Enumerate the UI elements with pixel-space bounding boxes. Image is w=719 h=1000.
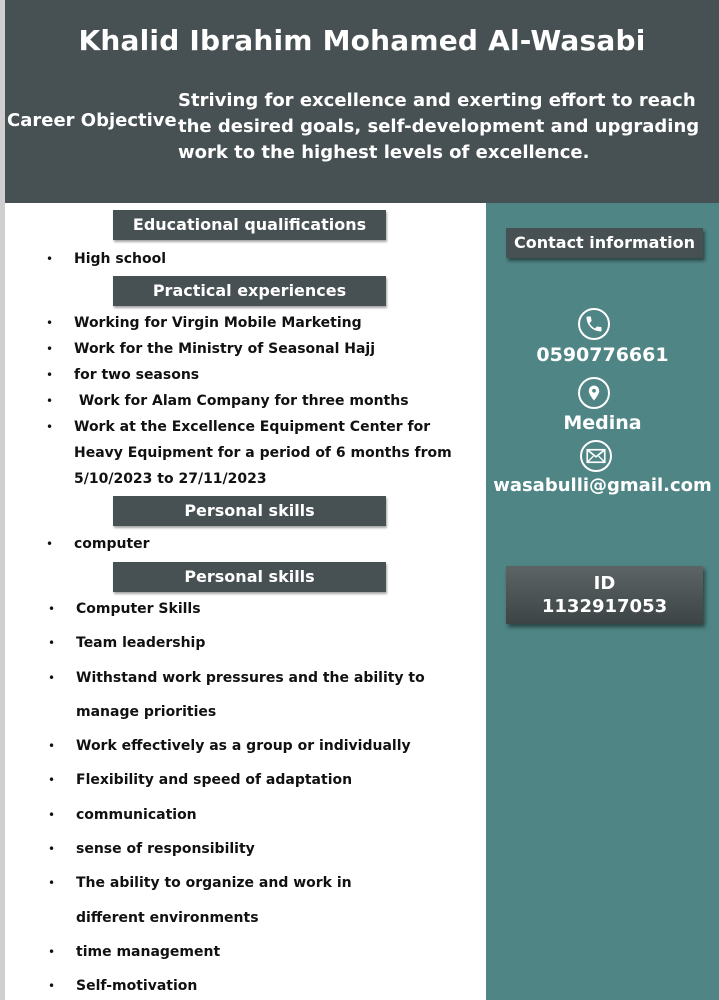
- bullet: •: [46, 420, 54, 434]
- education-section-title: Educational qualifications: [113, 210, 386, 240]
- list-item: • time management: [48, 935, 478, 969]
- list-item: • computer: [46, 531, 476, 557]
- list-item: • Working for Virgin Mobile Marketing: [46, 310, 476, 336]
- bullet: •: [48, 602, 56, 616]
- phone-icon: [578, 308, 610, 340]
- city: Medina: [563, 412, 642, 434]
- list-item: • Withstand work pressures and the ability to manage priorities: [48, 661, 478, 730]
- bullet: •: [48, 979, 56, 994]
- envelope-icon: [580, 440, 612, 472]
- personal-skills-list-2: [48, 592, 478, 1000]
- candidate-name: Khalid Ibrahim Mohamed Al-Wasabi: [78, 24, 646, 57]
- bullet: •: [46, 368, 54, 382]
- bullet: •: [48, 739, 56, 754]
- personal-skills-title-2: Personal skills: [113, 562, 386, 592]
- experience-section-title: Practical experiences: [113, 276, 386, 306]
- list-item: • Work at the Excellence Equipment Center for Heavy Equipment for a period of 6 months from 5/10/2023 to 27/11/2023: [46, 414, 476, 492]
- bullet: •: [48, 636, 56, 651]
- career-objective-label: Career Objective: [7, 110, 177, 131]
- list-item: • Work for Alam Company for three months: [46, 388, 476, 414]
- list-item: • Flexibility and speed of adaptation: [48, 763, 478, 797]
- bullet: •: [48, 842, 56, 857]
- list-item: • sense of responsibility: [48, 832, 478, 866]
- list-item: • Computer Skills: [48, 592, 478, 626]
- list-item: • Self-motivation: [48, 969, 478, 1000]
- bullet: •: [46, 252, 54, 266]
- resume-header: [5, 0, 719, 203]
- contact-information-title: Contact information: [506, 228, 703, 258]
- id-number: 1132917053: [541, 596, 668, 617]
- bullet: •: [48, 944, 56, 959]
- bullet: •: [46, 394, 54, 408]
- list-item: • for two seasons: [46, 362, 476, 388]
- list-item: • Team leadership: [48, 626, 478, 660]
- list-item: • The ability to organize and work in different environments: [48, 866, 478, 935]
- bullet: •: [48, 807, 56, 822]
- list-item: • Work effectively as a group or individually: [48, 729, 478, 763]
- list-item: • Work for the Ministry of Seasonal Hajj: [46, 336, 476, 362]
- career-objective-text: Striving for excellence and exerting effort to reach the desired goals, self-development and upgrading work to the highest levels of excellence.: [178, 90, 700, 163]
- list-item: • communication: [48, 798, 478, 832]
- bullet: •: [46, 342, 54, 356]
- bullet: •: [48, 876, 56, 891]
- bullet: •: [46, 537, 54, 551]
- education-list: [46, 246, 476, 272]
- phone-number: 0590776661: [536, 344, 669, 366]
- email-address: wasabulli@gmail.com: [493, 475, 712, 496]
- personal-skills-title-1: Personal skills: [113, 496, 386, 526]
- id-box: [506, 566, 703, 624]
- list-item: • High school: [46, 246, 476, 272]
- bullet: •: [48, 773, 56, 788]
- id-label: ID: [593, 573, 616, 594]
- location-pin-icon: [578, 377, 610, 409]
- personal-skills-list-1: [46, 531, 476, 557]
- experience-list: [46, 310, 476, 492]
- bullet: •: [46, 316, 54, 330]
- bullet: •: [48, 670, 56, 685]
